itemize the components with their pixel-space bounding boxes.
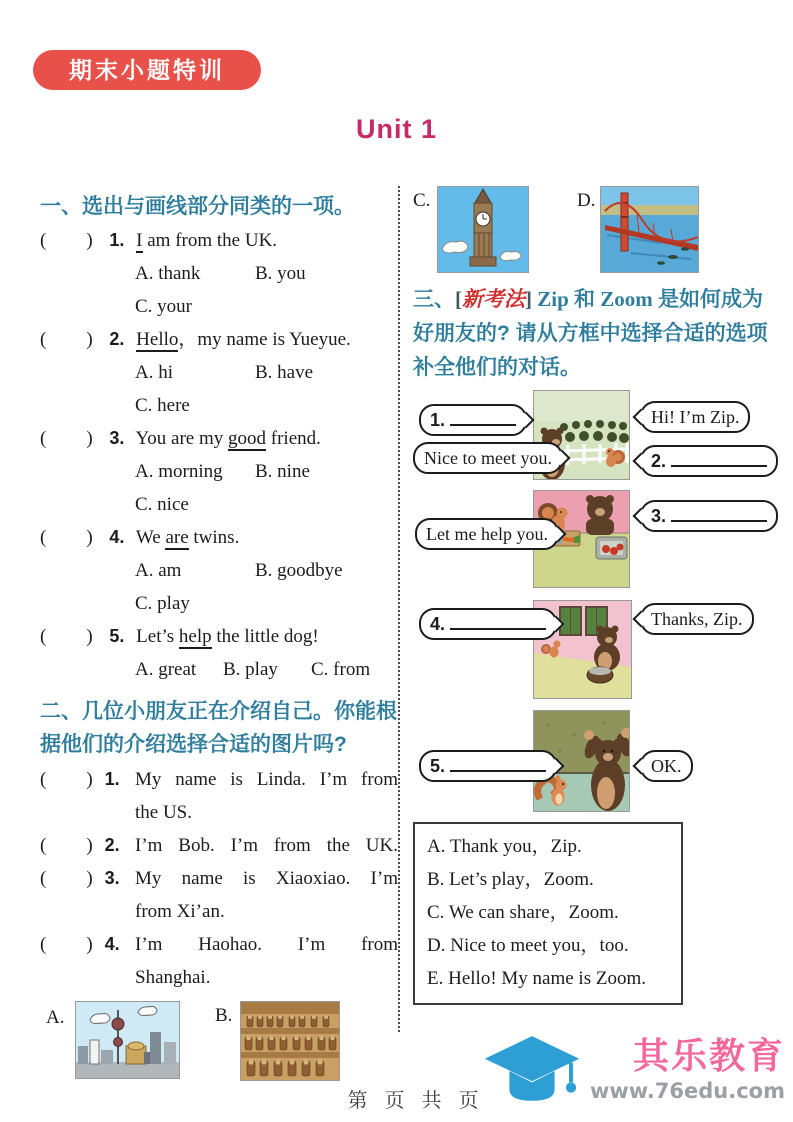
left-column: [40, 190, 398, 1085]
underlined-word: I: [136, 230, 143, 251]
item-text: My name is Linda. I’m from: [135, 769, 398, 790]
question-stem: You are my good friend.: [135, 428, 321, 449]
question-number: 2.: [109, 329, 125, 349]
options-row: [40, 455, 398, 488]
answer-options-box: [413, 822, 683, 1005]
item-text: My name is Xiaoxiao. I’m: [135, 868, 398, 889]
box-option-d: D. Nice to meet you，too.: [427, 935, 629, 956]
option-a: A. hi: [135, 362, 173, 383]
answer-bracket: (: [40, 934, 47, 955]
question-2: ( ) 2. Hello，my name is Yueyue.: [40, 329, 351, 350]
question-number: 4.: [109, 527, 125, 547]
answer-bracket: (: [40, 527, 47, 548]
picture-c-label: C.: [413, 190, 431, 211]
question-number: 1.: [109, 230, 125, 250]
answer-bracket: (: [40, 769, 47, 790]
options-row: [40, 488, 398, 521]
question-stem: Hello，my name is Yueyue.: [136, 329, 351, 350]
answer-bracket: (: [40, 230, 47, 251]
golden-gate-bridge-image: [600, 186, 699, 273]
section3-heading: 三、[新考法] Zip 和 Zoom 是如何成为 好朋友的? 请从方框中选择合适的选项 补全他们的对话。: [413, 287, 768, 379]
speech-bubble-let-me-help-you: Let me help you.: [415, 518, 559, 550]
question-3: ( ) 3. You are my good friend.: [40, 428, 321, 449]
item-text: from Xi’an.: [135, 901, 225, 922]
option-b: B. have: [255, 362, 314, 383]
answer-blank: [450, 757, 546, 772]
option-b: B. you: [255, 263, 306, 284]
picture-d-label: D.: [577, 190, 596, 211]
big-ben-clock-tower-image: [437, 186, 529, 273]
logo-website-url: www.76edu.com: [589, 1079, 785, 1103]
speech-bubble-nice-to-meet-you: Nice to meet you.: [413, 442, 563, 474]
options-row: [40, 554, 398, 587]
options-row: [40, 356, 398, 389]
speech-bubble-ok: OK.: [640, 750, 693, 782]
answer-blank: [450, 411, 516, 426]
publisher-logo: [480, 1032, 785, 1108]
item-text: I’m Bob. I’m from the UK.: [135, 835, 398, 856]
right-column: [413, 186, 793, 1032]
box-option-a: A. Thank you，Zip.: [427, 836, 582, 857]
intro-item-4: ( ) 4. I’m Haohao. I’m from Shanghai.: [40, 928, 398, 994]
speech-bubble-thanks-zip: Thanks, Zip.: [640, 603, 754, 635]
answer-bracket: (: [40, 428, 47, 449]
option-a: A. thank: [135, 263, 201, 284]
column-divider: [398, 186, 400, 1032]
option-b: B. nine: [255, 461, 310, 482]
question-number: 5.: [109, 626, 125, 646]
question-4: ( ) 4. We are twins.: [40, 527, 240, 548]
box-option-e: E. Hello! My name is Zoom.: [427, 968, 646, 989]
new-method-tag: 新考法: [462, 287, 525, 311]
options-row: [40, 290, 398, 323]
picture-row-ab: [40, 1001, 398, 1085]
speech-bubble-blank-2: 2.: [640, 445, 778, 477]
intro-item-2: ( ) 2. I’m Bob. I’m from the UK.: [40, 829, 398, 862]
question-stem: I am from the UK.: [136, 230, 278, 251]
option-a: A. am: [135, 560, 182, 581]
answer-bracket: (: [40, 626, 47, 647]
item-text: I’m Haohao. I’m from: [135, 934, 398, 955]
question-1: ( ) 1. I am from the UK.: [40, 230, 278, 251]
logo-brand-name: 其乐教育: [632, 1035, 785, 1076]
answer-bracket: (: [40, 835, 47, 856]
box-option-b: B. Let’s play，Zoom.: [427, 869, 594, 890]
question-5: ( ) 5. Let’s help the little dog!: [40, 626, 319, 647]
option-c: C. nice: [135, 494, 189, 515]
item-text: Shanghai.: [135, 967, 211, 988]
series-badge: 期末小题特训: [33, 50, 261, 90]
box-option-c: C. We can share，Zoom.: [427, 902, 619, 923]
option-a: A. morning: [135, 461, 223, 482]
graduation-cap-icon: [480, 1032, 584, 1108]
shanghai-skyline-image: [75, 1001, 180, 1079]
answer-blank: [671, 452, 767, 467]
underlined-word: are: [165, 527, 189, 548]
underlined-word: good: [228, 428, 267, 449]
page-title: Unit 1: [355, 114, 437, 144]
terracotta-warriors-image: [240, 1001, 340, 1081]
underlined-word: Hello: [136, 329, 179, 350]
section1-heading: 一、选出与画线部分同类的一项。: [40, 195, 355, 218]
page-number-footer: 第 页 共 页: [347, 1090, 485, 1112]
option-c: C. your: [135, 296, 192, 317]
options-row: [40, 389, 398, 422]
speech-bubble-blank-1: 1.: [419, 404, 527, 436]
option-a: A. great: [135, 659, 197, 680]
option-c: C. here: [135, 395, 190, 416]
option-b: B. goodbye: [255, 560, 343, 581]
answer-bracket: (: [40, 329, 47, 350]
option-b: B. play: [223, 659, 278, 680]
answer-blank: [671, 507, 767, 522]
answer-blank: [450, 615, 546, 630]
option-c: C. from: [311, 659, 371, 680]
question-stem: We are twins.: [135, 527, 240, 548]
item-text: the US.: [135, 802, 192, 823]
answer-bracket: (: [40, 868, 47, 889]
underlined-word: help: [178, 626, 212, 647]
picture-b-label: B.: [215, 1005, 233, 1026]
picture-a-label: A.: [46, 1007, 65, 1028]
option-c: C. play: [135, 593, 190, 614]
options-row: [40, 257, 398, 290]
intro-item-3: ( ) 3. My name is Xiaoxiao. I’m from Xi’an.: [40, 862, 398, 928]
options-row: [40, 587, 398, 620]
intro-item-1: ( ) 1. My name is Linda. I’m from the US.: [40, 763, 398, 829]
speech-bubble-hi-im-zip: Hi! I’m Zip.: [640, 401, 750, 433]
speech-bubble-blank-5: 5.: [419, 750, 557, 782]
question-stem: Let’s help the little dog!: [136, 626, 319, 647]
section2-heading: 二、几位小朋友正在介绍自己。你能根据他们的介绍选择合适的图片吗?: [40, 700, 397, 756]
speech-bubble-blank-4: 4.: [419, 608, 557, 640]
speech-bubble-blank-3: 3.: [640, 500, 778, 532]
question-number: 3.: [109, 428, 125, 448]
options-row: [40, 653, 398, 686]
